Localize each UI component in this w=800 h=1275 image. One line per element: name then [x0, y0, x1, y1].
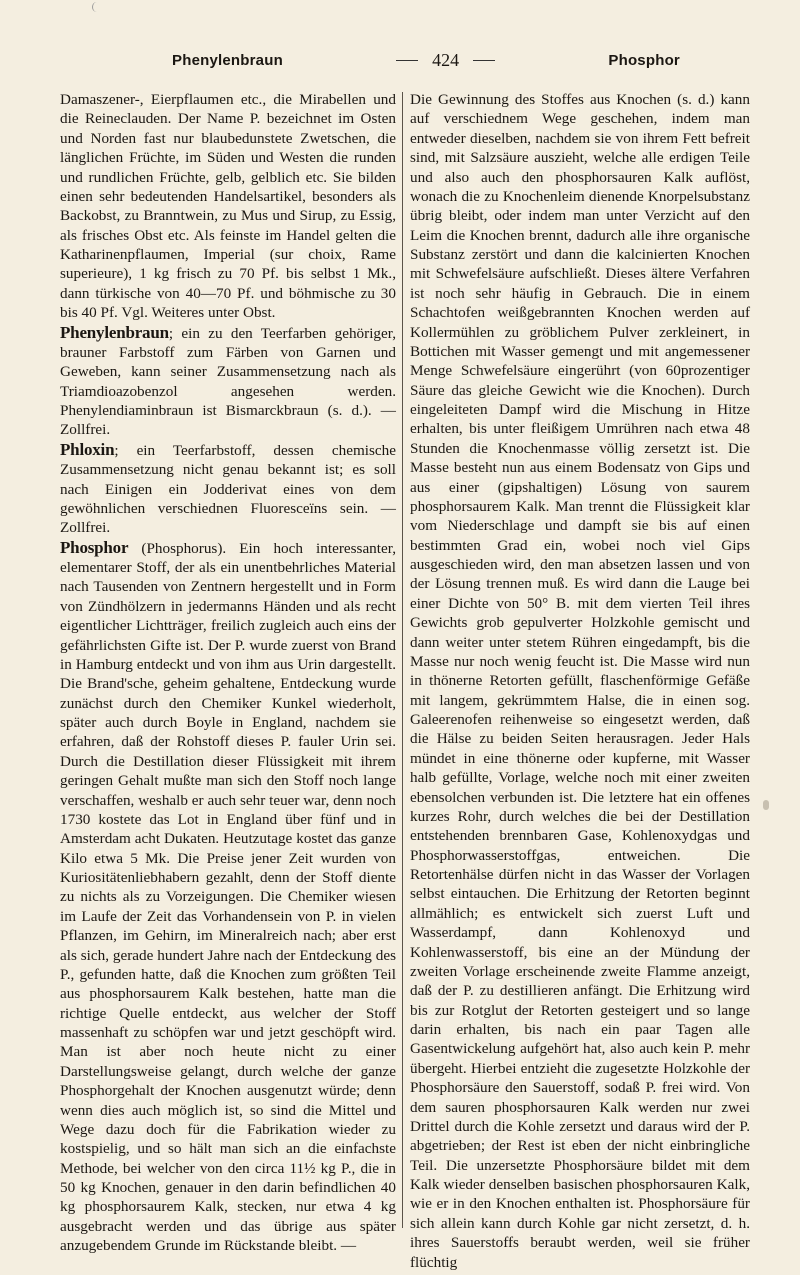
paper-blemish: [763, 800, 769, 810]
running-head-left: Phenylenbraun: [172, 51, 283, 69]
continued-paragraph: Damaszener-, Eierpflaumen etc., die Mirabellen und die Reineclauden. Der Name P. bezeichnet im Osten und Norden fast nur blaubedunstete Zwetschen, die länglichen Früchte, im Süden und Westen die runden und rundlichen Früchte, gelb, gelblich etc. Sie bilden einen sehr bedeutenden Handelsartikel, besonders als Backobst, zu Branntwein, zu Mus und Sirup, zu Essig, als frisches Obst etc. Als feinste im Handel gelten die Katharinenpflaumen, Imperial (sur choix, Rame superieure), 1 kg frisch zu 70 Pf. bis selbst 1 Mk., dann türkische von 40—70 Pf. und böhmische zu 30 bis 40 Pf. Vgl. Weiteres unter Obst.: [60, 91, 396, 322]
entry-headword: Phenylenbraun: [60, 322, 169, 342]
page-number-group: [396, 50, 495, 71]
entry-text: (Phosphorus). Ein hoch interessanter, elementarer Stoff, der als ein unentbehrliches Material nach Tausenden von Zentnern hergestellt und in Form von Zündhölzern in jedermanns Händen und als recht eigentlicher Lichtträger, freilich zugleich auch eins der gefährlichsten Gifte ist. Der P. wurde zuerst von Brand in Hamburg entdeckt und von ihm aus Urin dargestellt. Die Brand'sche, geheim gehaltene, Entdeckung wurde zunächst durch den Chemiker Kunkel wiederholt, später auch durch Boyle in England, nachdem sie erfahren, daß der Rohstoff dieses P. fauler Urin sei. Durch die Destillation dieser Flüssigkeit mit ihrem geringen Gehalt mußte man sich den Stoff noch lange verschaffen, weshalb er auch sehr teuer war, denn noch 1730 kostete das Lot in England über fünf und in Amsterdam acht Dukaten. Heutzutage kostet das ganze Kilo etwa 5 Mk. Die Preise jener Zeit wurden von Kuriositätenliebhabern gezahlt, denn der Stoff diente zu nichts als zu Vorzeigungen. Die Chemiker wiesen im Laufe der Zeit das Vorhandensein von P. in vielen Pflanzen, im Gehirn, im Mineralreich nach; aber erst als sich, gerade hundert Jahre nach der Entdeckung des P., gefunden hatte, daß die Knochen zum größten Teil aus phosphorsaurem Kalk bestehen, hatte man die richtige Quelle entdeckt, aus welcher der Stoff massenhaft zu schöpfen war und jetzt geschöpft wird. Man ist aber noch heute nicht zu einer Darstellungsweise gelangt, durch welche der ganze Phosphorgehalt der Knochen ausgenutzt würde; denn wenn dies auch möglich ist, so sind die Mittel und Wege dazu doch für die Fabrikation wieder zu kostspielig, und so hält man sich an die einfachste Methode, bei welcher von den circa 11½ kg P., die in 50 kg Knochen, genauer in den darin befindlichen 40 kg phosphorsaurem Kalk, stecken, nur etwa 4 kg ausgebracht werden und das übrige aus später anzugebendem Grunde im Rückstande bleibt. —: [60, 539, 396, 1255]
entry-text: ; ein Teerfarbstoff, dessen chemische Zusammensetzung nicht genau bekannt ist; es soll nach Einigen ein Jodderivat eines von dem gewöhnlichen verschiednen Fluoresceïns sein. — Zollfrei.: [60, 441, 396, 537]
dash-left: [396, 60, 418, 61]
page-header: [60, 46, 740, 74]
column-divider: [402, 92, 403, 1228]
entry-phosphor: [60, 538, 396, 1256]
entry-phloxin: [60, 440, 396, 538]
entry-phenylenbraun: [60, 323, 396, 440]
entry-text: ; ein zu den Teerfarben gehöriger, brauner Farbstoff zum Färben von Garnen und Geweben, kann seiner Zusammensetzung nach als Triamdioazobenzol angesehen werden. Phenylendiaminbraun ist Bismarckbraun (s. d.). — Zollfrei.: [60, 324, 396, 439]
margin-mark: [92, 2, 101, 12]
left-column: [60, 90, 396, 1256]
dash-right: [473, 60, 495, 61]
continued-entry-text: Die Gewinnung des Stoffes aus Knochen (s. d.) kann auf verschiednem Wege geschehen, indem man entweder dieselben, nachdem sie von ihrem Fett befreit sind, mit Salzsäure auszieht, welche alle erdigen Teile und also auch den phosphorsauren Kalk auflöst, wonach die zu Knochenleim dienende Knorpelsubstanz übrig bleibt, oder indem man unter Verzicht auf den Leim die Knochen brennt, dadurch alle ihre organische Substanz zerstört und dann die kalcinierten Knochen mit Schwefelsäure aufschließt. Dieses ältere Verfahren ist noch sehr häufig in Gebrauch. Die in einem Schachtofen weißgebrannten Knochen werden auf Kollermühlen zu gröblichem Pulver zerkleinert, in Bottichen mit Wasser gemengt und mit angemessener Menge Schwefelsäure eingerührt (von 60prozentiger Säure das gleiche Gewicht wie die Knochen). Durch eingeleiteten Dampf wird die Mischung in Hitze erhalten, bis unter fleißigem Umrühren nach etwa 48 Stunden die Knochenmasse völlig zersetzt ist. Die Masse besteht nun aus einem Bodensatz von Gips und aus einer (gipshaltigen) Lösung von saurem phosphorsaurem Kalk. Man trennt die Flüssigkeit klar vom Niederschlage und dampft sie bis auf einen bestimmten Grad ein, wobei noch viel Gips ausgeschieden wird, den man absetzen lassen und von der Lösung trennen muß. Es wird dann die Lauge bei einer Dichte von 50° B. mit dem vierten Teil ihres Gewichts grob gepulverter Holzkohle gemischt und dann weiter unter stetem Rühren eingedampft, bis die Masse nur noch wenig feucht ist. Die Masse wird nun in thönerne Retorten gefüllt, flaschenförmige Gefäße mit langem, gekrümmtem Halse, die in einen sog. Galeerenofen reihenweise so eingesetzt werden, daß die Hälse zu beiden Seiten herausragen. Jeder Hals mündet in eine thönerne oder kupferne, mit Wasser halb gefüllte, Vorlage, welche noch mit einer zweiten ebensolchen verbunden ist. Die letztere hat ein offenes kurzes Rohr, durch welches die bei der Destillation entstehenden brennbaren Gase, Kohlenoxydgas und Phosphorwasserstoffgas, entweichen. Die Retortenhälse dürfen nicht in das Wasser der Vorlagen selbst eintauchen. Die Erhitzung der Retorten beginnt allmählich; es entwickelt sich zuerst Luft und Wasserdampf, dann Kohlenoxyd und Kohlenwasserstoff, bis eine an der Mündung der zweiten Vorlage erscheinende zweite Flamme anzeigt, daß der P. zu destillieren anfängt. Die Erhitzung wird bis zur Rotglut der Retorten gesteigert und so lange darin erhalten, bis nach ein paar Tagen alle Gasentwickelung aufgehört hat, also auch kein P. mehr übergeht. Hierbei entzieht die zugesetzte Holzkohle der Phosphorsäure den Sauerstoff, sodaß P. frei wird. Von dem sauren phosphorsauren Kalk werden nur zwei Drittel durch die Kohle zersetzt und daraus wird der P. abgetrieben; der Rest ist eben der nicht einbringliche Teil. Die unzersetzte Phosphorsäure bildet mit dem Kalk wieder denselben basischen phosphorsauren Kalk, wie er in den Knochen enthalten ist. Phosphorsäure für sich allein kann durch Kohle gar nicht zersetzt, d. h. ihres Sauerstoffs beraubt werden, weil sie früher flüchtig: [410, 91, 750, 1271]
entry-headword: Phosphor: [60, 537, 129, 557]
page-number: 424: [432, 49, 460, 70]
entry-headword: Phloxin: [60, 439, 115, 459]
running-head-right: Phosphor: [608, 51, 680, 69]
right-column: [410, 90, 750, 1272]
